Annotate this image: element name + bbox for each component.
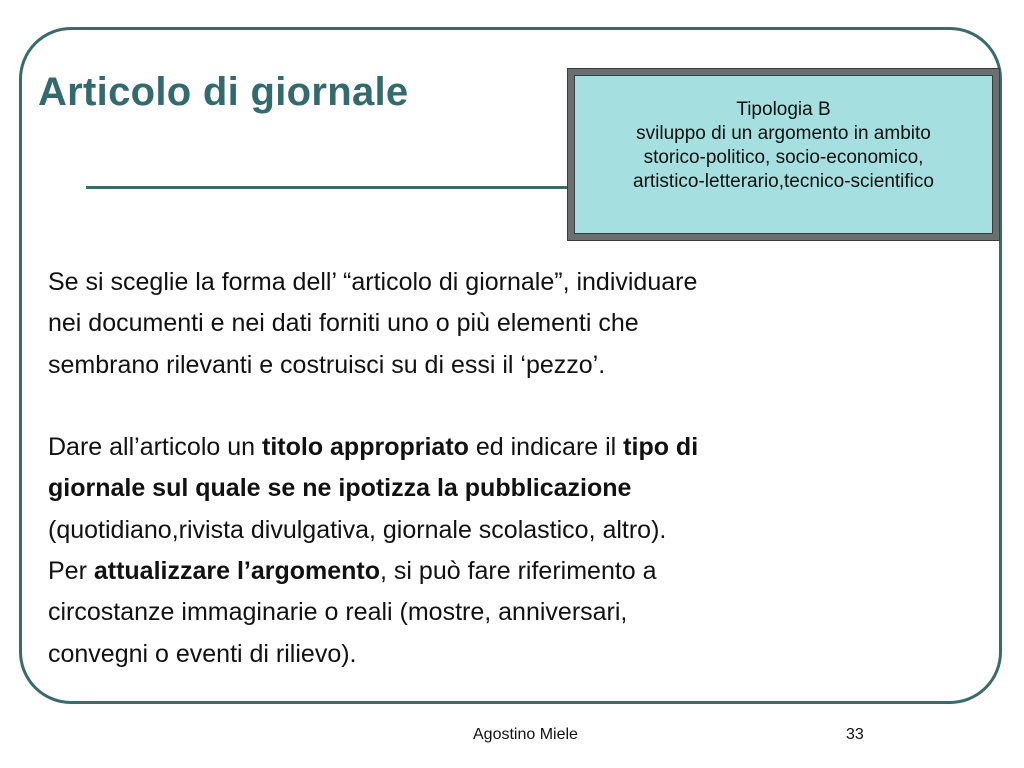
slide-body [48, 262, 988, 675]
body-line: convegni o eventi di rilievo). [48, 639, 357, 668]
body-bold-text: giornale sul quale se ne ipotizza la pubblicazione [48, 474, 632, 503]
body-line: circostanze immaginarie o reali (mostre, anniversari, [48, 598, 628, 627]
body-bold-text: titolo appropriato [262, 433, 469, 462]
body-text: , si può fare riferimento a [380, 557, 657, 586]
body-line [48, 427, 988, 468]
tipologia-line-2: sviluppo di un argomento in ambito [636, 123, 931, 144]
body-bold-text: tipo di [623, 433, 699, 462]
body-line: sembrano rilevanti e costruisci su di essi il ‘pezzo’. [48, 350, 606, 379]
body-line [48, 551, 988, 592]
slide-title: Articolo di giornale [38, 70, 409, 114]
body-text: ed indicare il [468, 433, 624, 462]
paragraph-gap [48, 386, 988, 427]
tipologia-box-content [574, 75, 993, 234]
tipologia-line-3: storico-politico, socio-economico, [643, 147, 924, 168]
tipologia-box [567, 68, 1000, 241]
body-line: (quotidiano,rivista divulgativa, giornale scolastico, altro). [48, 515, 667, 544]
title-underline [86, 186, 570, 189]
body-line: nei documenti e nei dati forniti uno o più elementi che [48, 309, 639, 338]
tipologia-heading: Tipologia B [736, 99, 831, 120]
body-line: Se si sceglie la forma dell’ “articolo di giornale”, individuare [48, 268, 698, 296]
body-text: Per [48, 557, 94, 586]
footer-author: Agostino Miele [473, 726, 578, 743]
body-line [48, 468, 988, 509]
footer-page-number: 33 [846, 726, 864, 743]
tipologia-line-4: artistico-letterario,tecnico-scientifico [633, 171, 934, 192]
body-text: Dare all’articolo un [48, 433, 262, 462]
body-bold-text: attualizzare l’argomento [93, 557, 381, 586]
